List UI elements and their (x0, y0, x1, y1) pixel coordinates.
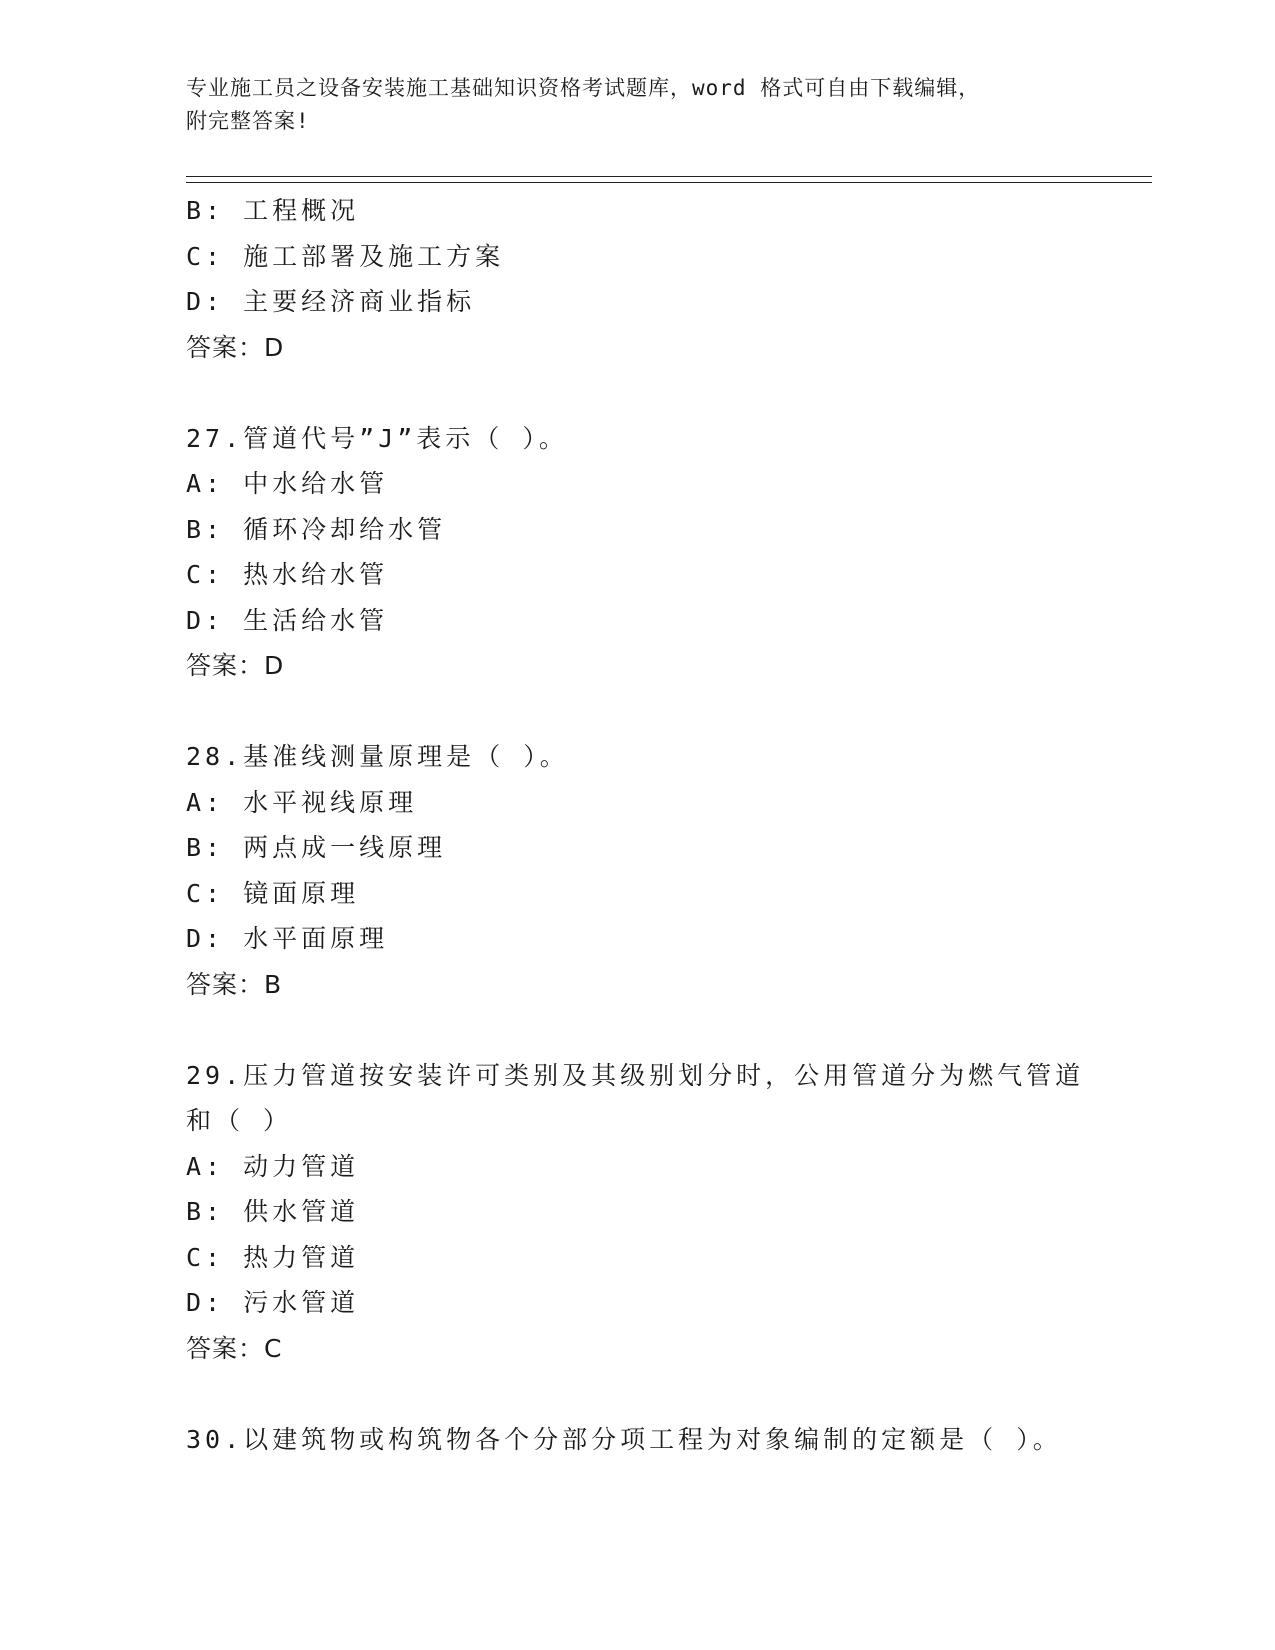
question-text-line-1: 29.压力管道按安装许可类别及其级别划分时，公用管道分为燃气管道 (186, 1060, 1085, 1090)
option-c (186, 552, 1126, 598)
option-text: 生活给水管 (243, 605, 389, 635)
answer-line: 答案：D (186, 651, 285, 680)
option-text: 镜面原理 (243, 878, 360, 908)
option-text: 两点成一线原理 (243, 833, 447, 862)
option-label: B: (186, 833, 225, 862)
question-text: 28.基准线测量原理是（ ）。 (186, 742, 569, 771)
spacer (186, 689, 1126, 735)
option-text: 动力管道 (243, 1151, 360, 1181)
option-b (186, 188, 1126, 234)
option-c (186, 871, 1126, 917)
option-label: D: (186, 605, 225, 635)
question-list (186, 188, 1126, 1462)
option-label: A: (186, 787, 225, 817)
option-text: 污水管道 (243, 1288, 360, 1317)
option-b (186, 1189, 1126, 1235)
option-text: 水平视线原理 (243, 787, 418, 817)
header-divider-bottom (186, 182, 1152, 183)
option-label: D: (186, 287, 225, 316)
option-label: D: (186, 924, 225, 953)
option-b (186, 825, 1126, 871)
question-block-29 (186, 1053, 1126, 1372)
option-label: B: (186, 196, 225, 225)
option-label: A: (186, 1151, 225, 1181)
option-label: C: (186, 241, 225, 271)
option-c (186, 1235, 1126, 1281)
header-divider-top (186, 176, 1152, 177)
option-text: 工程概况 (243, 196, 360, 225)
option-label: C: (186, 1242, 225, 1272)
question-text-line-2: 和（ ） (186, 1106, 293, 1135)
option-label: B: (186, 514, 225, 544)
option-label: D: (186, 1288, 225, 1317)
option-a (186, 461, 1126, 507)
option-label: A: (186, 469, 225, 498)
header-line-2: 附完整答案! (186, 109, 310, 133)
answer-line: 答案：D (186, 332, 285, 362)
option-text: 热力管道 (243, 1242, 360, 1272)
question-block-27 (186, 416, 1126, 689)
option-text: 循环冷却给水管 (243, 514, 447, 544)
option-text: 水平面原理 (243, 924, 389, 953)
option-text: 施工部署及施工方案 (243, 241, 505, 271)
spacer (186, 1007, 1126, 1053)
option-text: 热水给水管 (243, 560, 389, 589)
question-block-26 (186, 188, 1126, 370)
option-d (186, 916, 1126, 962)
document-header (186, 72, 1066, 138)
option-text: 主要经济商业指标 (243, 287, 476, 316)
question-block-28 (186, 734, 1126, 1007)
question-text: 27.管道代号”J”表示（ ）。 (186, 423, 568, 453)
option-c (186, 234, 1126, 280)
spacer (186, 370, 1126, 416)
option-text: 供水管道 (243, 1197, 360, 1226)
option-a (186, 1144, 1126, 1190)
option-d (186, 598, 1126, 644)
answer-line: 答案：C (186, 1333, 283, 1363)
option-a (186, 780, 1126, 826)
option-label: C: (186, 560, 225, 589)
option-b (186, 507, 1126, 553)
option-d (186, 279, 1126, 325)
option-label: B: (186, 1197, 225, 1226)
spacer (186, 1371, 1126, 1417)
question-block-30 (186, 1417, 1126, 1463)
answer-line: 答案：B (186, 969, 283, 999)
question-text: 30.以建筑物或构筑物各个分部分项工程为对象编制的定额是（ ）。 (186, 1424, 1062, 1454)
option-label: C: (186, 878, 225, 908)
header-line-1: 专业施工员之设备安装施工基础知识资格考试题库，word 格式可自由下载编辑， (186, 76, 981, 100)
option-d (186, 1280, 1126, 1326)
option-text: 中水给水管 (243, 469, 389, 498)
